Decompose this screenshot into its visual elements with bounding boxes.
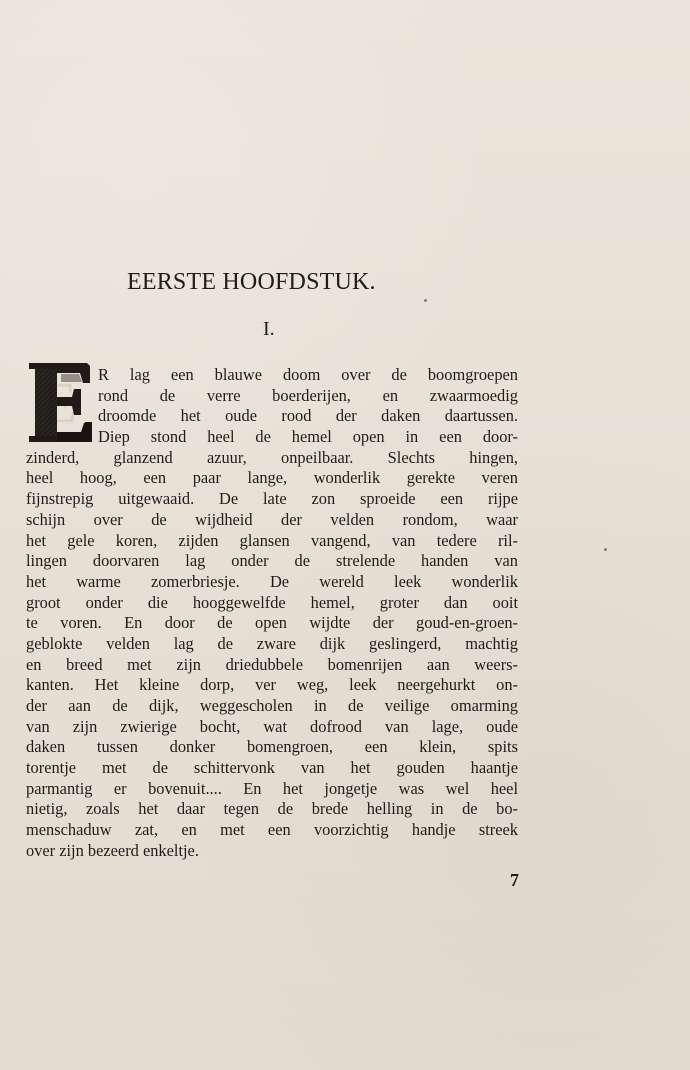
text-line: der aan de dijk, weggescholen in de veilige omarming: [26, 696, 518, 715]
text-line: het gele koren, zijden glansen vangend, van tedere ril-: [26, 530, 518, 550]
text-line: rond de verre boerderijen, en zwaarmoedig: [98, 385, 518, 405]
text-line: over zijn bezeerd enkeltje.: [26, 840, 199, 860]
text-line: lingen doorvaren lag onder de strelende handen van: [26, 551, 518, 571]
text-line: daken tussen donker bomengroen, een klein, spits: [26, 737, 518, 757]
paper-speck: [604, 548, 607, 551]
text-line: te voren. En door de open wijdte der goud-en-groen-: [26, 613, 518, 633]
drop-cap-letter: E: [41, 370, 77, 435]
text-line: torentje met de schittervonk van het gouden haantje: [26, 758, 518, 778]
text-line: het warme zomerbriesje. De wereld leek wonderlik: [26, 571, 518, 591]
text-line: groot onder die hooggewelfde hemel, groter dan ooit: [26, 592, 518, 612]
section-number: I.: [263, 318, 275, 340]
story-paragraph: [26, 365, 518, 862]
text-line: menschaduw zat, en met een voorzichtig handje streek: [26, 820, 518, 840]
text-line: nietig, zoals het daar tegen de brede helling in de bo-: [26, 799, 518, 819]
text-line: zinderd, glanzend azuur, onpeilbaar. Slechts hingen,: [26, 447, 518, 467]
text-line: kanten. Het kleine dorp, ver weg, leek neergehurkt on-: [26, 675, 518, 695]
text-line: parmantig er bovenuit.... En het jongetje was wel heel: [26, 778, 518, 798]
text-line: van zijn zwierige bocht, wat dofrood van lage, oude: [26, 716, 518, 736]
text-line: heel hoog, een paar lange, wonderlik gerekte veren: [26, 468, 518, 488]
page-number: 7: [510, 870, 519, 890]
text-line: schijn over de wijdheid der velden rondom, waar: [26, 509, 518, 529]
text-line: droomde het oude rood der daken daartussen.: [98, 406, 518, 426]
text-line: Diep stond heel de hemel open in een door-: [98, 427, 518, 447]
text-line: en breed met zijn driedubbele bomenrijen aan weers-: [26, 654, 518, 674]
paper-speck: [424, 299, 427, 302]
chapter-title: EERSTE HOOFDSTUK.: [127, 269, 376, 295]
text-line: R lag een blauwe doom over de boomgroepen: [98, 365, 518, 384]
text-line: geblokte velden lag de zware dijk geslingerd, machtig: [26, 633, 518, 653]
text-line: fijnstrepig uitgewaaid. De late zon sproeide een rijpe: [26, 489, 518, 509]
